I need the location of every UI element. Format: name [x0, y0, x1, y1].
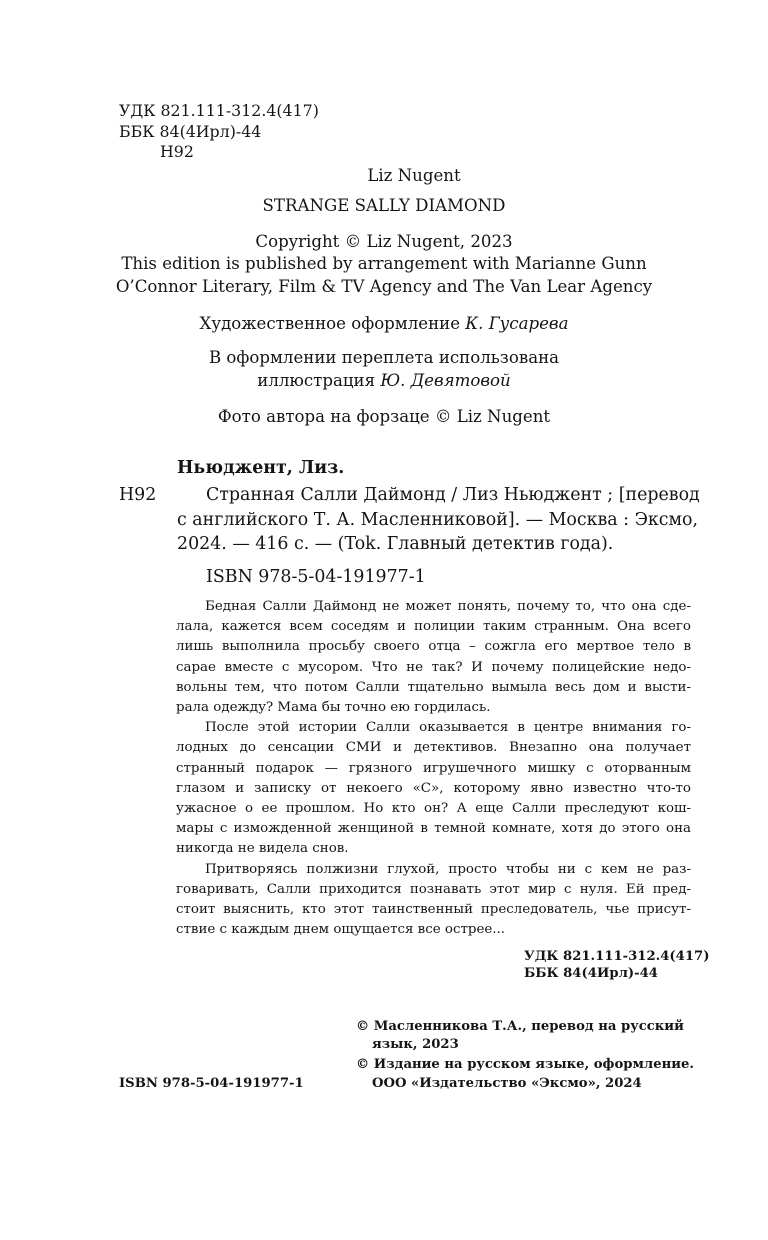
author-sign: Н92	[160, 142, 194, 161]
annotation-line: После этой истории Салли оказывается в центре внимания го-	[205, 720, 691, 736]
art-design-credit	[0, 314, 768, 333]
bibliographic-heading: Ньюджент, Лиз.	[177, 458, 345, 478]
copyright-edition-line-1: © Издание на русском языке, оформление.	[356, 1057, 695, 1072]
bibliographic-line-3: 2024. — 416 с. — (Tok. Главный детектив года).	[177, 534, 614, 554]
author-photo-credit: Фото автора на форзаце © Liz Nugent	[217, 407, 551, 426]
annotation-line: лодных до сенсации СМИ и детективов. Внезапно она получает	[176, 740, 691, 756]
bibliographic-line-1: Странная Салли Даймонд / Лиз Ньюджент ; [перевод	[206, 485, 700, 505]
art-design-label: Художественное оформление	[199, 314, 461, 333]
annotation-line: стоит выяснить, кто этот таинственный преследователь, чье присут-	[176, 902, 691, 918]
udk-code: УДК 821.111-312.4(417)	[119, 101, 319, 120]
annotation-line: странный подарок — грязного игрушечного мишку с оторванным	[176, 760, 691, 776]
annotation-line: Притворяясь полжизни глухой, просто чтобы ни с кем не раз-	[205, 861, 691, 877]
annotation	[176, 597, 691, 940]
cover-illustration-label: иллюстрация	[257, 371, 376, 390]
bbk-code: ББК 84(4Ирл)-44	[119, 122, 262, 141]
annotation-paragraph-1	[176, 597, 691, 718]
copyright-translation-line-1: © Масленникова Т.А., перевод на русский	[356, 1019, 684, 1034]
annotation-line: ствие с каждым днем ощущается все острее...	[176, 922, 506, 938]
annotation-line: Бедная Салли Даймонд не может понять, почему то, что она сде-	[205, 599, 691, 614]
annotation-line: говаривать, Салли приходится познавать этот мир с нуля. Ей пред-	[176, 881, 691, 897]
annotation-line: никогда не видела снов.	[176, 841, 349, 857]
copyright-translation-line-2: язык, 2023	[372, 1037, 459, 1052]
copyright-line-2: This edition is published by arrangement with Marianne Gunn	[121, 254, 647, 273]
original-author: Liz Nugent	[367, 166, 461, 185]
annotation-line: вольны тем, что потом Салли тщательно вымыла весь дом и высти-	[176, 679, 691, 695]
annotation-line: ужасное о ее прошлом. Но кто он? А еще Салли преследуют кош-	[176, 801, 691, 817]
art-design-name: К. Гусарева	[465, 314, 569, 333]
annotation-paragraph-3	[176, 860, 691, 941]
original-title: STRANGE SALLY DIAMOND	[262, 196, 506, 215]
annotation-line: лала, кажется всем соседям и полиции таким странным. Она всего	[176, 619, 691, 635]
copyright-line-3: O’Connor Literary, Film & TV Agency and The Van Lear Agency	[115, 277, 653, 296]
copyright-line-1: Copyright © Liz Nugent, 2023	[255, 232, 513, 251]
annotation-line: сарае вместе с мусором. Что не так? И почему полицейские недо-	[176, 659, 691, 675]
annotation-paragraph-2	[176, 718, 691, 859]
cover-illustrator-name: Ю. Девятовой	[380, 371, 511, 390]
annotation-line: рала одежду? Мама бы точно ею гордилась.	[176, 700, 491, 716]
bibliographic-isbn: ISBN 978-5-04-191977-1	[206, 567, 426, 587]
annotation-line: глазом и записку от некоего «С», которому явно известно что-то	[176, 780, 691, 796]
annotation-line: мары с изможденной женщиной в темной комнате, хотя до этого она	[176, 821, 691, 837]
cover-illustration-line-2	[0, 371, 768, 390]
bibliographic-author-sign: Н92	[119, 485, 157, 505]
udk-code-bottom: УДК 821.111-312.4(417)	[524, 949, 710, 964]
bbk-code-bottom: ББК 84(4Ирл)-44	[524, 966, 658, 981]
cover-illustration-line-1: В оформлении переплета использована	[208, 348, 560, 367]
bibliographic-line-2: с английского Т. А. Масленниковой]. — Москва : Эксмо,	[177, 510, 699, 530]
copyright-edition-line-2: ООО «Издательство «Эксмо», 2024	[372, 1076, 642, 1091]
isbn-bottom: ISBN 978-5-04-191977-1	[119, 1076, 304, 1091]
annotation-line: лишь выполнила просьбу своего отца – сожгла его мертвое тело в	[176, 639, 691, 655]
